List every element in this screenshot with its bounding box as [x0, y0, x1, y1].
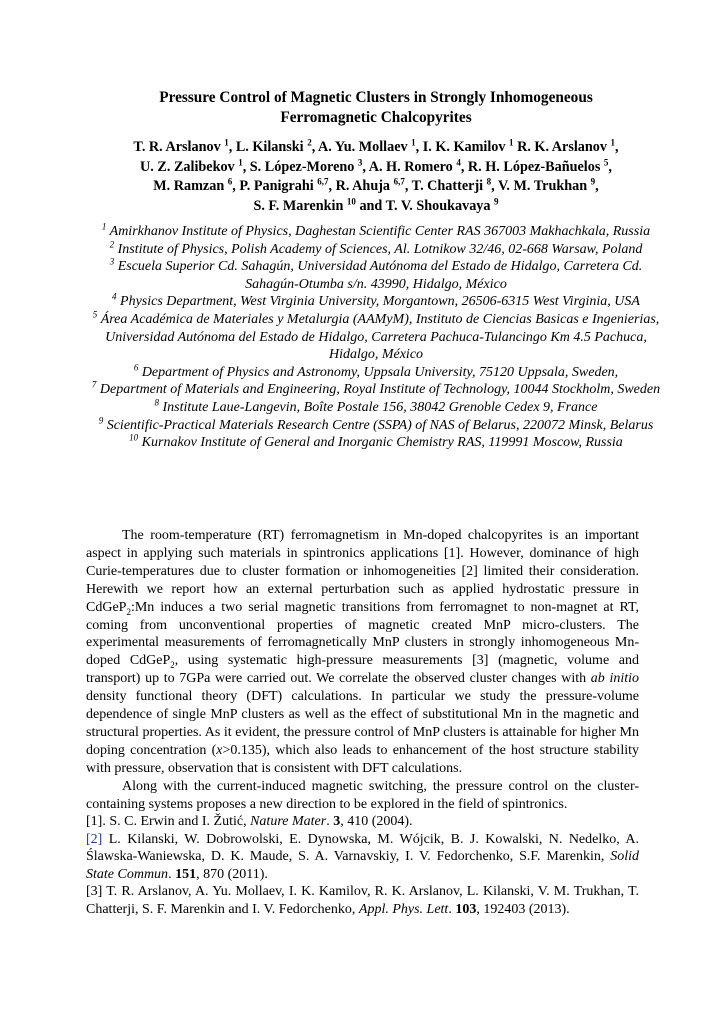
reference-item: [86, 831, 639, 884]
author-name: I. K. Kamilov: [422, 139, 506, 155]
reference-volume: 103: [455, 901, 477, 917]
reference-text: , 192403 (2013).: [476, 901, 570, 917]
reference-text: .: [448, 901, 456, 917]
author-name: T. Chatterji: [411, 178, 484, 195]
author-name: R. H. López-Bañuelos: [467, 158, 601, 175]
abstract-text: >0.135), which also leads to enhancement of the host structure stability with pressure, observation that is consistent with DFT calculations.: [86, 742, 639, 776]
affiliation-number: 5: [92, 309, 98, 320]
subscript: 2: [126, 606, 131, 617]
reference-volume: 151: [175, 866, 197, 882]
reference-item: [86, 813, 639, 831]
author-affiliation-marker: 1: [238, 156, 243, 167]
reference-number-link[interactable]: [2]: [86, 831, 103, 847]
author-affiliation-marker: 6: [227, 176, 233, 187]
affiliation-item: [86, 399, 666, 417]
author-name: P. Panigrahi: [239, 178, 314, 195]
affiliation-item: [86, 364, 666, 382]
reference-text: , 410 (2004).: [340, 814, 413, 829]
affiliation-item: [86, 381, 666, 399]
affiliation-list: [86, 223, 666, 452]
author-affiliation-marker: 4: [456, 156, 461, 167]
author-affiliation-marker: 6,7: [393, 176, 405, 187]
author-name: V. M. Trukhan: [498, 178, 588, 195]
reference-volume: 3: [333, 814, 341, 829]
affiliation-number: 10: [129, 432, 139, 443]
reference-text: , 870 (2011).: [196, 866, 268, 882]
affiliation-text: Institute Laue-Langevin, Boîte Postale 156, 38042 Grenoble Cedex 9, France: [162, 399, 598, 415]
reference-item: [86, 883, 639, 918]
author-name: A. Yu. Mollaev: [318, 139, 408, 155]
affiliation-text: Physics Department, West Virginia University, Morgantown, 26506-6315 West Virginia, USA: [120, 294, 640, 310]
author-connector-and: and: [359, 197, 383, 214]
affiliation-number: 7: [91, 379, 97, 390]
author-name: A. H. Romero: [368, 158, 453, 175]
affiliation-text: Escuela Superior Cd. Sahagún, Universidad Autónoma del Estado de Hidalgo, Carretera Cd. Sahagún-Otumba s/n. 43990, Hidalgo, México: [117, 259, 643, 292]
author-affiliation-marker: 1: [610, 137, 616, 148]
author-name: T. R. Arslanov: [133, 139, 221, 155]
affiliation-item: [86, 238, 666, 259]
author-affiliation-marker: 2: [307, 137, 312, 148]
author-name: R. K. Arslanov: [517, 139, 607, 155]
author-affiliation-marker: 10: [346, 196, 356, 207]
affiliation-item: [86, 223, 666, 241]
reference-text: [1]. S. C. Erwin and I. Žutić,: [86, 814, 251, 829]
italic-term: ab initio: [590, 671, 639, 687]
affiliation-number: 1: [101, 221, 107, 232]
author-name: M. Ramzan: [153, 178, 225, 195]
affiliation-text: Amirkhanov Institute of Physics, Daghestan Scientific Center RAS 367003 Makhachkala, Russia: [109, 224, 651, 239]
affiliation-text: Institute of Physics, Polish Academy of Sciences, Al. Lotnikow 32/46, 02-668 Warsaw, Poland: [117, 241, 643, 257]
title-line-1: Pressure Control of Magnetic Clusters in Strongly Inhomogeneous: [159, 89, 593, 106]
reference-journal: Appl. Phys. Lett: [358, 901, 449, 917]
reference-text: .: [168, 866, 176, 882]
affiliation-text: Department of Physics and Astronomy, Uppsala University, 75120 Uppsala, Sweden,: [141, 364, 619, 380]
abstract-body: [86, 527, 639, 814]
abstract-paragraph-2: Along with the current-induced magnetic switching, the pressure control on the cluster-containing systems proposes a new direction to be explored in the field of spintronics.: [86, 778, 639, 812]
affiliation-number: 3: [109, 256, 115, 267]
affiliation-number: 6: [133, 362, 139, 373]
paper-title: [86, 88, 666, 128]
reference-list: [86, 813, 639, 919]
title-line-2: Ferromagnetic Chalcopyrites: [280, 109, 472, 126]
affiliation-text: Scientific-Practical Materials Research Centre (SSPA) of NAS of Belarus, 220072 Minsk, Belarus: [106, 417, 654, 433]
reference-text: [3] T. R. Arslanov, A. Yu. Mollaev, I. K. Kamilov, R. K. Arslanov, L. Kilanski, V. M. Trukhan, T. Chatterji, S. F. Marenkin and I. V. Fedorchenko,: [86, 884, 639, 917]
author-affiliation-marker: 1: [411, 137, 416, 148]
abstract-text: , using systematic high-pressure measurements [3] (magnetic, volume and transport) up to 7GPa were carried out. We correlate the observed cluster changes with: [86, 653, 639, 687]
affiliation-item: [86, 311, 666, 364]
affiliation-number: 9: [98, 414, 104, 425]
author-affiliation-marker: 3: [357, 156, 363, 167]
affiliation-text: Área Académica de Materiales y Metalurgia (AAMyM), Instituto de Ciencias Basicas e Ingenierias, Universidad Autónoma del Estado de Hidalgo, Carretera Pachuca-Tulancingo Km 4.5 Pachuca, Hidalgo, México: [100, 311, 660, 363]
author-affiliation-marker: 9: [590, 176, 596, 187]
abstract-text: The room-temperature (RT) ferromagnetism in Mn-doped chalcopyrites is an important aspect in applying such materials in spintronics applications [1]. However, dominance of high Curie-temperatures due to cluster formation or inhomogeneities [2] limited their consideration. Herewith we report how an external perturbation such as applied hydrostatic pressure in CdGeP: [86, 528, 639, 615]
author-name: U. Z. Zalibekov: [140, 158, 235, 175]
italic-variable: x: [216, 742, 223, 758]
author-name: R. Ahuja: [335, 178, 391, 195]
author-list: T. R. Arslanov $^1$, L. Kilanski $^2$, A. Yu. Mollaev $^1$, I. K. Kamilov $^1$ R. K. Arslanov $^1$, U. Z. Zalibekov $^1$, S. López-Moreno $^3$, A. H. Romero $^4$, R. H. López-Bañuelos $^5$, M. Ramzan $^6$, P. Panigrahi $^{6,7}$, R. Ahuja $^{6,7}$, T. Chatterji $^8$, V. M. Trukhan $^9$, S. F. Marenkin $^{10}$ and T. V. Shoukavaya $^9$: [133, 137, 619, 214]
author-affiliation-marker: 1: [509, 137, 514, 148]
subscript: 2: [170, 660, 175, 671]
reference-journal: Nature Mater: [250, 814, 327, 829]
author-affiliation-marker: 9: [494, 196, 499, 207]
affiliation-number: 8: [154, 397, 160, 408]
author-name: T. V. Shoukavaya: [385, 197, 491, 214]
affiliation-number: 2: [109, 238, 115, 249]
reference-journal: Solid State Commun: [86, 849, 639, 882]
affiliation-item: [86, 434, 666, 452]
author-name: L. Kilanski: [235, 139, 304, 155]
author-affiliation-marker: 5: [603, 156, 609, 167]
abstract-text: density functional theory (DFT) calculations. In particular we study the pressure-volume dependence of single MnP clusters as well as the effect of substitutional Mn in the magnetic and structural properties. As it evident, the pressure control of MnP clusters is attainable for higher Mn doping concentration (: [86, 689, 639, 758]
author-affiliation-marker: 8: [486, 176, 492, 187]
reference-text: .: [326, 814, 334, 829]
affiliation-item: [86, 293, 666, 311]
reference-text: L. Kilanski, W. Dobrowolski, E. Dynowska, M. Wójcik, B. J. Kowalski, N. Nedelko, A. Ślawska-Waniewska, D. K. Maude, S. A. Varnavskiy, I. V. Fedorchenko, S.F. Marenkin,: [86, 831, 639, 865]
abstract-paragraph-1: [86, 527, 639, 778]
author-name: S. López-Moreno: [249, 158, 355, 175]
affiliation-text: Kurnakov Institute of General and Inorganic Chemistry RAS, 119991 Moscow, Russia: [141, 435, 623, 451]
abstract-text: :Mn induces a two serial magnetic transitions from ferromagnet to non-magnet at RT, coming from unconventional properties of magnetic created MnP micro-clusters. The experimental measurements of ferromagnetically MnP clusters in strongly inhomogeneous Mn-doped CdGeP: [86, 599, 639, 669]
affiliation-text: Department of Materials and Engineering, Royal Institute of Technology, 10044 Stockholm, Sweden: [99, 382, 661, 398]
author-affiliation-marker: 1: [224, 137, 229, 148]
affiliation-item: [86, 258, 666, 293]
author-affiliation-marker: 6,7: [317, 176, 329, 187]
author-name: S. F. Marenkin: [253, 197, 344, 214]
affiliation-number: 4: [112, 291, 117, 302]
affiliation-item: [86, 414, 666, 435]
